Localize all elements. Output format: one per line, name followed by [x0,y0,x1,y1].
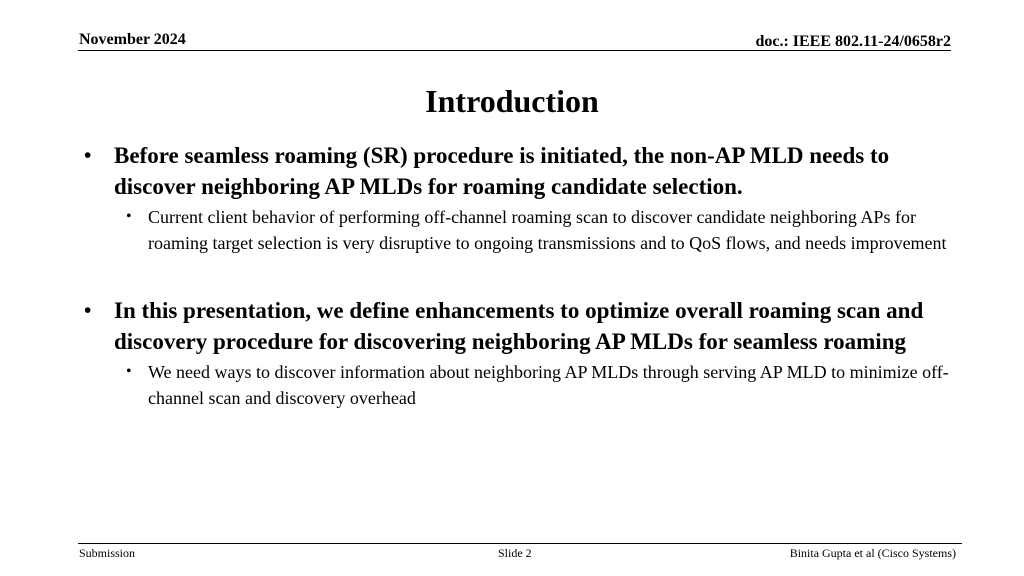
footer-slide-number: Slide 2 [498,546,532,560]
bullet-2-sub-1-text: We need ways to discover information about neighboring AP MLDs through serving AP MLD to minimize off-channel scan and discovery overhead [148,362,949,408]
sub-bullet-dot-icon: • [126,208,132,225]
sub-bullet-dot-icon: • [126,363,132,380]
bullet-1 [84,140,964,202]
bullet-dot-icon: • [84,143,92,167]
bullet-spacer [84,256,964,295]
header-divider [78,50,951,51]
bullet-1-sub-1-text: Current client behavior of performing off-channel roaming scan to discover candidate neighboring APs for roaming target selection is very disruptive to ongoing transmissions and to QoS flows, and needs improvement [148,207,947,253]
footer-author: Binita Gupta et al (Cisco Systems) [789,546,956,560]
footer-submission: Submission [79,546,136,560]
bullet-1-text: Before seamless roaming (SR) procedure is initiated, the non-AP MLD needs to discover neighboring AP MLDs for roaming candidate selection. [114,143,890,199]
header-date: November 2024 [79,31,186,48]
bullet-1-sub-1 [114,204,964,256]
footer-divider [78,543,962,544]
slide-body [84,140,964,411]
bullet-dot-icon: • [84,298,92,322]
header-doc-id: doc.: IEEE 802.11-24/0658r2 [755,33,951,50]
bullet-2 [84,295,964,357]
slide-title: Introduction [425,83,599,119]
bullet-2-text: In this presentation, we define enhancements to optimize overall roaming scan and discovery procedure for discovering neighboring AP MLDs for seamless roaming [114,298,924,354]
bullet-2-sub-1 [114,359,964,411]
